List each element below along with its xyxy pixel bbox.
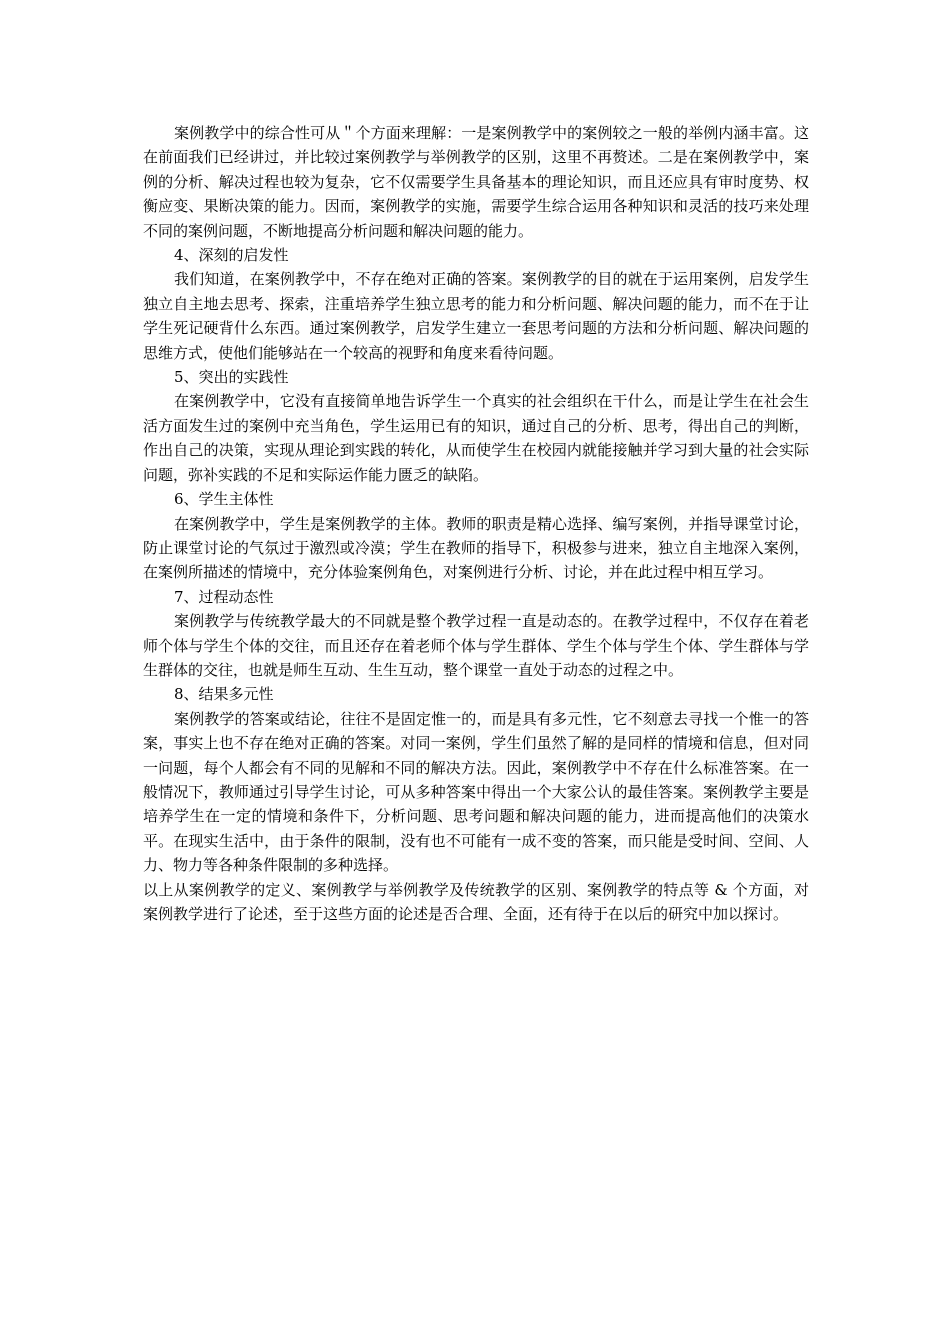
paragraph-student-subject: 在案例教学中，学生是案例教学的主体。教师的职责是精心选择、编写案例，并指导课堂讨论，防止课堂讨论的气氛过于激烈或冷漠；学生在教师的指导下，积极参与进来，独立自主地深入案例，在案例所描述的情境中，充分体验案例角色，对案例进行分析、讨论，并在此过程中相互学习。 xyxy=(143,514,809,582)
document-page xyxy=(143,121,809,926)
paragraph-comprehensiveness: 案例教学中的综合性可从＂个方面来理解：一是案例教学中的案例较之一般的举例内涵丰富。这在前面我们已经讲过，并比较过案例教学与举例教学的区别，这里不再赘述。二是在案例教学中，案例的分析、解决过程也较为复杂，它不仅需要学生具备基本的理论知识，而且还应具有审时度势、权衡应变、果断决策的能力。因而，案例教学的实施，需要学生综合运用各种知识和灵活的技巧来处理不同的案例问题，不断地提高分析问题和解决问题的能力。 xyxy=(143,124,809,240)
section-heading-8: 8、结果多元性 xyxy=(174,685,274,704)
paragraph-practicality: 在案例教学中，它没有直接简单地告诉学生一个真实的社会组织在干什么，而是让学生在社会生活方面发生过的案例中充当角色，学生运用已有的知识，通过自己的分析、思考，得出自己的判断，作出自己的决策，实现从理论到实践的转化，从而使学生在校园内就能接触并学习到大量的社会实际问题，弥补实践的不足和实际运作能力匮乏的缺陷。 xyxy=(143,392,809,484)
section-heading-7: 7、过程动态性 xyxy=(174,587,274,606)
section-heading-4: 4、深刻的启发性 xyxy=(174,246,289,265)
paragraph-diverse-results: 案例教学的答案或结论，往往不是固定惟一的，而是具有多元性，它不刻意去寻找一个惟一的答案，事实上也不存在绝对正确的答案。对同一案例，学生们虽然了解的是同样的情境和信息，但对同一问题，每个人都会有不同的见解和不同的解决方法。因此，案例教学中不存在什么标准答案。在一般情况下，教师通过引导学生讨论，可从多种答案中得出一个大家公认的最佳答案。案例教学主要是培养学生在一定的情境和条件下，分析问题、思考问题和解决问题的能力，进而提高他们的决策水平。在现实生活中，由于条件的限制，没有也不可能有一成不变的答案，而只能是受时间、空间、人力、物力等各种条件限制的多种选择。 xyxy=(143,709,809,875)
section-heading-5: 5、突出的实践性 xyxy=(174,368,289,387)
paragraph-inspiration: 我们知道，在案例教学中，不存在绝对正确的答案。案例教学的目的就在于运用案例，启发学生独立自主地去思考、探索，注重培养学生独立思考的能力和分析问题、解决问题的能力，而不在于让学生死记硬背什么东西。通过案例教学，启发学生建立一套思考问题的方法和分析问题、解决问题的思维方式，使他们能够站在一个较高的视野和角度来看待问题。 xyxy=(143,270,809,362)
paragraph-dynamic-process: 案例教学与传统教学最大的不同就是整个教学过程一直是动态的。在教学过程中，不仅存在着老师个体与学生个体的交往，而且还存在着老师个体与学生群体、学生个体与学生个体、学生群体与学生群体的交往，也就是师生互动、生生互动，整个课堂一直处于动态的过程之中。 xyxy=(143,612,809,679)
section-heading-6: 6、学生主体性 xyxy=(174,490,274,509)
paragraph-conclusion: 以上从案例教学的定义、案例教学与举例教学及传统教学的区别、案例教学的特点等 & 个方面，对案例教学进行了论述，至于这些方面的论述是否合理、全面，还有待于在以后的研究中加以探讨。 xyxy=(143,880,809,923)
